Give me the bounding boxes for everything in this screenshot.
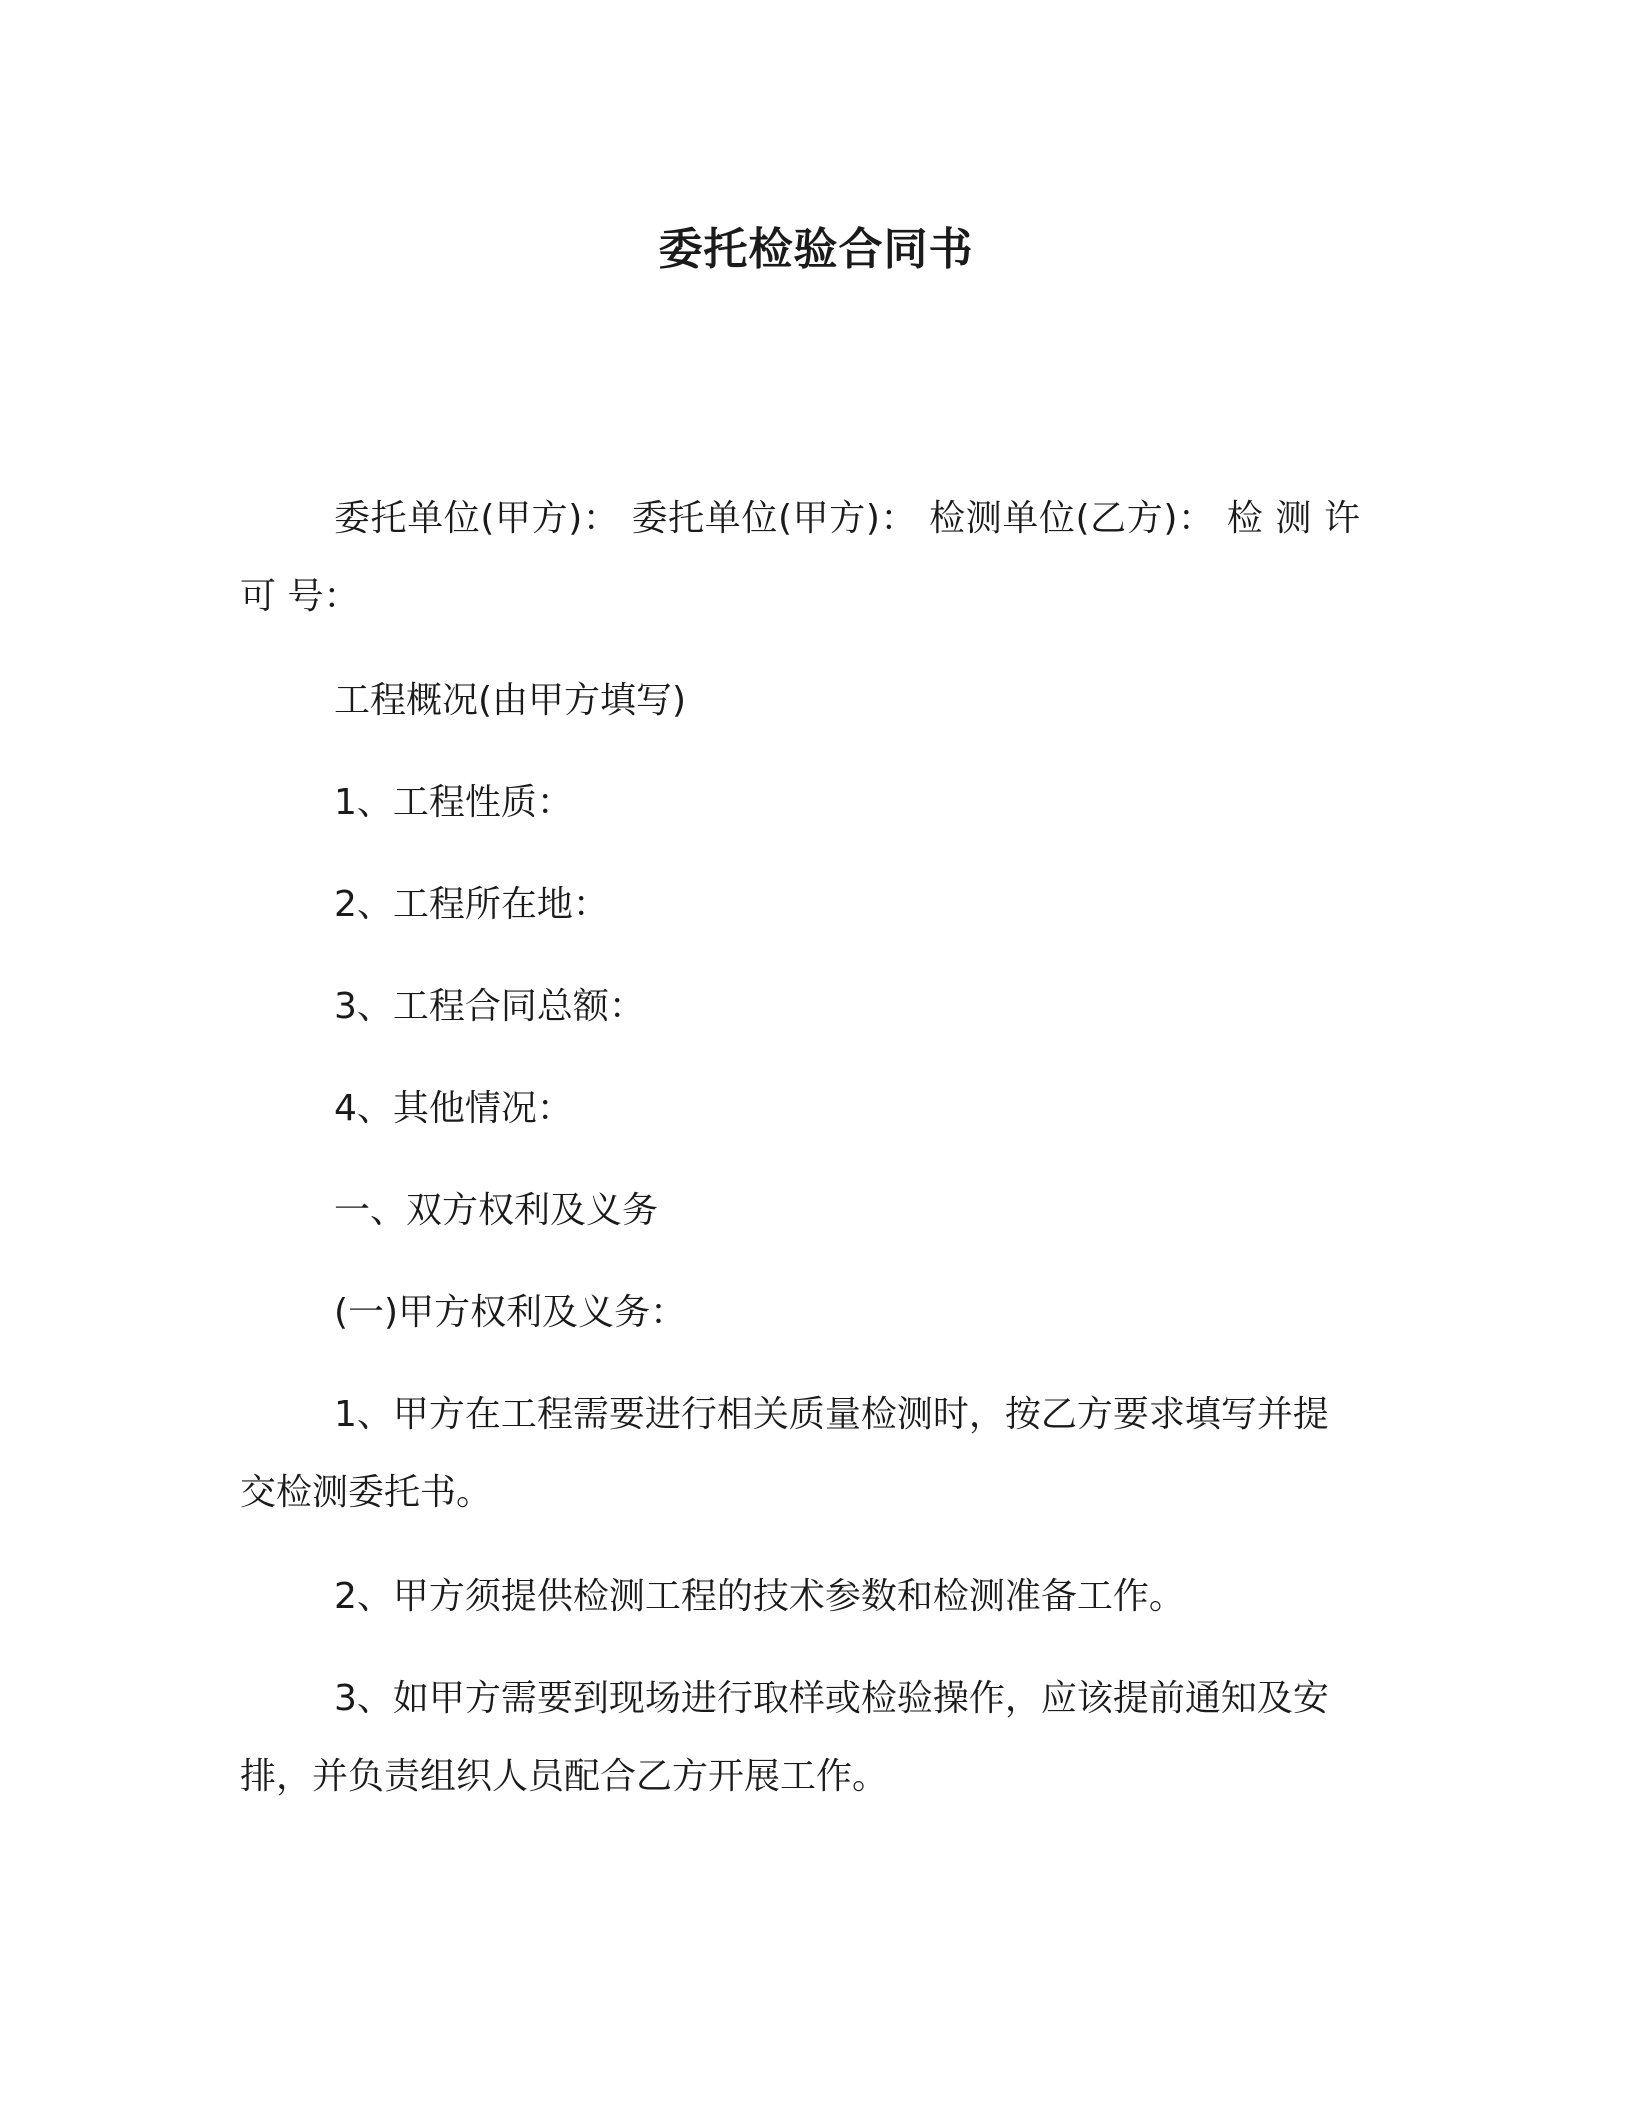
subsection-heading-party-a: (一)甲方权利及义务：: [334, 1292, 687, 1333]
parties-paragraph: 委托单位(甲方)： 委托单位(甲方)： 检测单位(乙方)： 检 测 许 可 号：: [240, 498, 1360, 617]
party-a-clause-1: 1、甲方在工程需要进行相关质量检测时，按乙方要求填写并提交检测委托书。: [240, 1394, 1329, 1513]
other-info-item: 4、其他情况：: [334, 1088, 573, 1129]
contract-amount-item: 3、工程合同总额：: [334, 986, 645, 1027]
section-heading-rights: 一、双方权利及义务: [334, 1190, 659, 1231]
party-a-clause-3: 3、如甲方需要到现场进行取样或检验操作，应该提前通知及安排，并负责组织人员配合乙方开展工作。: [240, 1678, 1329, 1797]
party-a-clause-2: 2、甲方须提供检测工程的技术参数和检测准备工作。: [334, 1576, 1185, 1617]
project-location-item: 2、工程所在地：: [334, 884, 609, 925]
project-nature-item: 1、工程性质：: [334, 782, 573, 823]
document-title: 委托检验合同书: [658, 224, 974, 275]
project-overview-heading: 工程概况(由甲方填写): [334, 680, 687, 721]
